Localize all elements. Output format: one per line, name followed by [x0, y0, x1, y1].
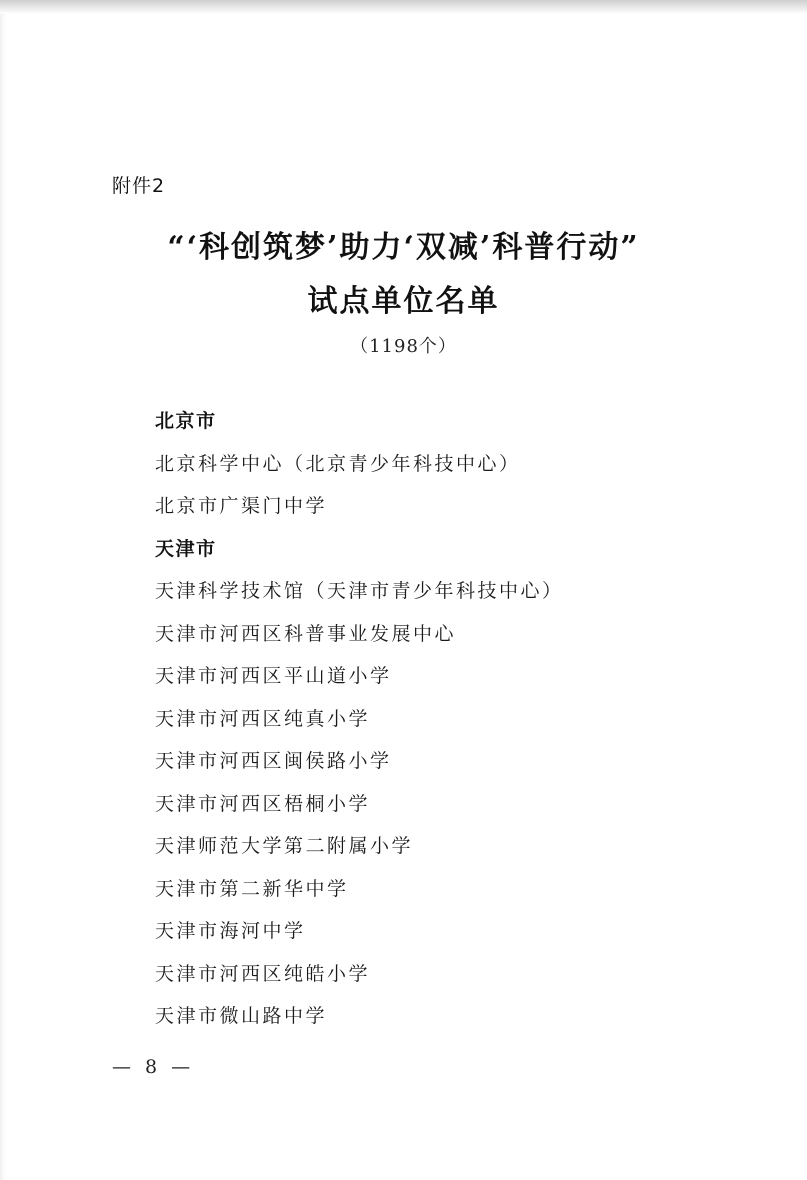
list-item: 天津市微山路中学: [155, 1005, 328, 1027]
list-item: 天津市河西区纯皓小学: [155, 962, 371, 985]
document-title-line-1: “‘科创筑梦’助力‘双减’科普行动”: [167, 230, 640, 265]
list-item: 天津市河西区梧桐小学: [155, 792, 371, 815]
attachment-label: 附件2: [112, 175, 166, 197]
region-heading: 天津市: [155, 537, 217, 560]
list-item: 天津科学技术馆（天津市青少年科技中心）: [155, 580, 564, 602]
document-title-line-2: 试点单位名单: [307, 284, 500, 319]
list-item: 北京市广渠门中学: [155, 495, 328, 517]
page-number: — 8 —: [112, 1056, 195, 1078]
unit-count: （1198个）: [350, 336, 457, 357]
pilot-unit-list: [155, 401, 564, 1039]
list-item: 北京科学中心（北京青少年科技中心）: [155, 452, 521, 475]
list-item: 天津市河西区纯真小学: [155, 707, 371, 730]
list-item: 天津市河西区平山道小学: [155, 665, 392, 687]
list-item: 天津市河西区科普事业发展中心: [155, 622, 457, 645]
list-item: 天津市第二新华中学: [155, 877, 349, 900]
region-heading: 北京市: [155, 410, 217, 432]
page-top-edge: [0, 0, 807, 14]
list-item: 天津市河西区闽侯路小学: [155, 750, 392, 772]
list-item: 天津市海河中学: [155, 920, 306, 942]
list-item: 天津师范大学第二附属小学: [155, 835, 414, 857]
